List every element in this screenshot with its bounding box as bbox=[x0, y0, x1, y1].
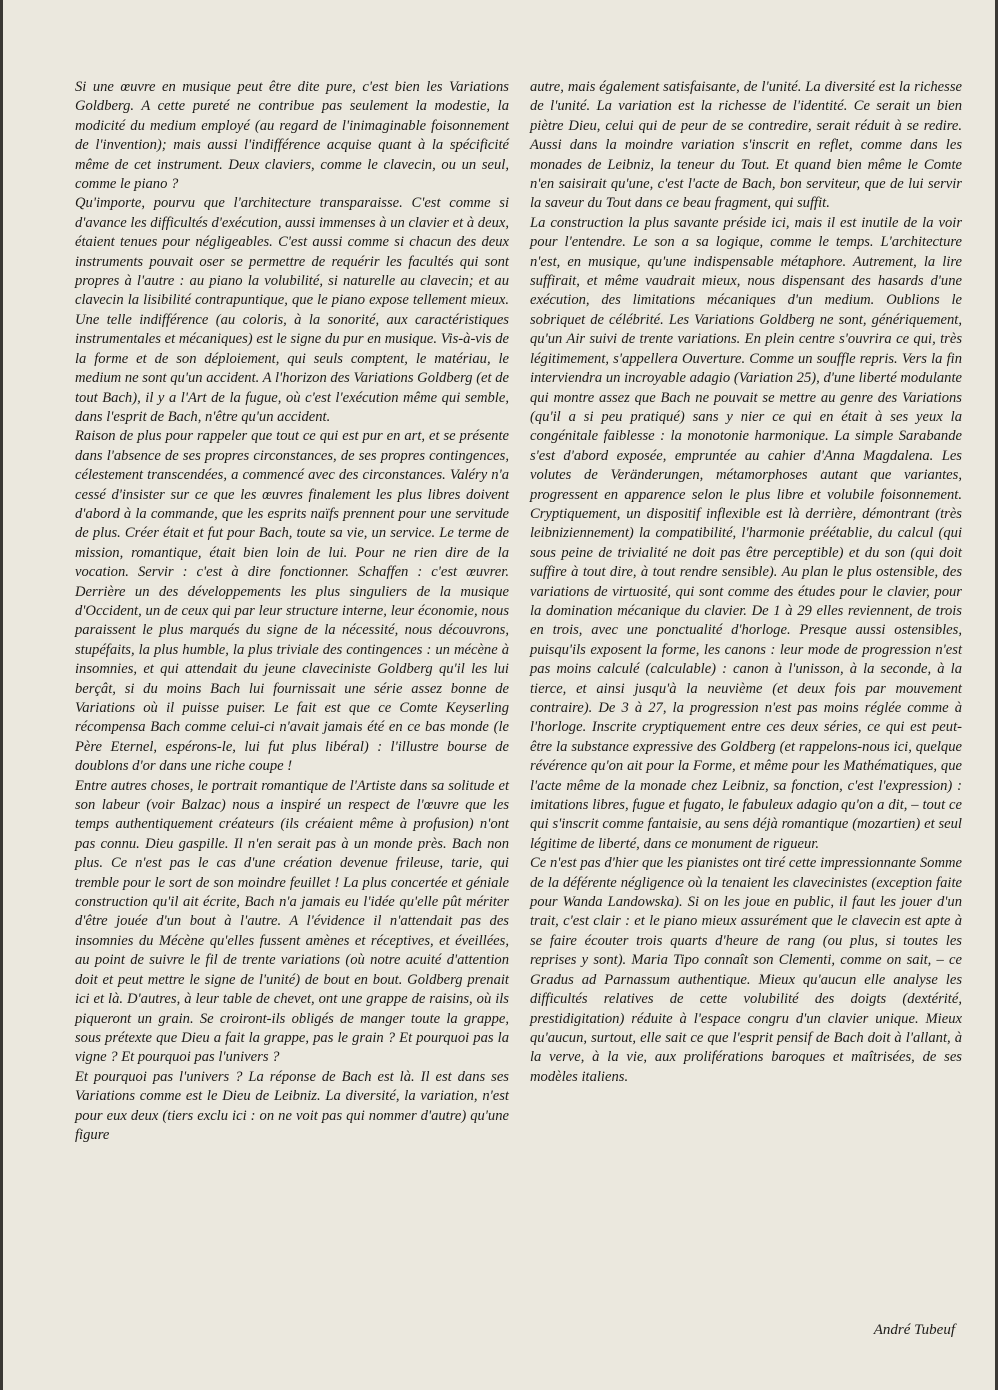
left-column bbox=[75, 78, 509, 1145]
paragraph: autre, mais également satisfaisante, de l'unité. La diversité est la richesse de l'unité. La variation est la richesse de l'identité. Ce serait un bien piètre Dieu, celui qui de peur de se contredire, serait réduit à se redire. Aussi dans la moindre variation s'inscrit en reflet, comme dans les monades de Leibniz, la teneur du Tout. Et quand bien même le Comte n'en saisirait qu'une, c'est l'acte de Bach, bon serviteur, que de lui servir la saveur du Tout dans ce beau fragment, qui suffit. bbox=[530, 79, 962, 212]
paragraph: Entre autres choses, le portrait romantique de l'Artiste dans sa solitude et son labeur (voir Balzac) nous a inspiré un respect de l'œuvre que les temps authentiquement créateurs (ils créaient même à profusion) n'ont pas connu. Dieu gaspille. Il n'en serait pas à un monde près. Bach non plus. Ce n'est pas le cas d'une création devenue frileuse, tarie, qui tremble pour le sort de son moindre feuillet ! La plus concertée et géniale construction qu'il ait écrite, Bach n'a jamais eu l'idée qu'elle pût mériter d'être jouée d'un bout à l'autre. A l'évidence il n'attendait pas des insomnies du Mécène qu'elles fussent amènes et réceptives, et éveillées, au point de suivre le fil de trente variations (où notre acuité d'attention doit et peut mettre le signe de l'unité) de bout en bout. Goldberg prenait ici et là. D'autres, à leur table de chevet, ont une grappe de raisins, où ils piqueront un grain. Se croiront-ils obligés de manger toute la grappe, sous prétexte que Dieu a fait la grappe, pas le grain ? Et pourquoi pas la vigne ? Et pourquoi pas l'univers ? bbox=[75, 777, 509, 1066]
paragraph: Raison de plus pour rappeler que tout ce qui est pur en art, et se présente dans l'absence de ses propres circonstances, de ses propres contingences, célestement transcendées, a commencé avec des circonstances. Valéry n'a cessé d'insister sur ce que les œuvres finalement les plus libres doivent d'abord à la commande, que les esprits naïfs prennent pour une servitude de plus. Créer était et fut pour Bach, toute sa vie, un service. Le terme de mission, romantique, était bien loin de lui. Pour ne rien dire de la vocation. Servir : c'est à dire fonctionner. Schaffen : c'est œuvrer. Derrière un des développements les plus singuliers de la musique d'Occident, un de ceux qui par leur structure interne, leur économie, nous paraissent le plus marqués du signe de la nécessité, nous découvrons, stupéfaits, la plus humble, la plus triviale des contingences : un mécène à insomnies, et qui attendait du jeune claveciniste Goldberg qu'il les lui berçât, si du moins Bach lui fournissait une série assez bonne de Variations où il puisse puiser. Le fait est que ce Comte Keyserling récompensa Bach comme celui-ci n'avait jamais été en ce bas monde (le Père Eternel, espérons-le, lui fut plus libéral) : l'illustre bourse de doublons d'or dans une riche coupe ! bbox=[75, 428, 509, 775]
paragraph: Si une œuvre en musique peut être dite pure, c'est bien les Variations Goldberg. A cette pureté ne contribue pas seulement la modestie, la modicité du medium employé (au regard de l'inimaginable foisonnement de l'invention); mais aussi l'indifférence acquise quant à la spécificité même de cet instrument. Deux claviers, comme le clavecin, ou un seul, comme le piano ? bbox=[75, 79, 509, 193]
author-signature: André Tubeuf bbox=[873, 1322, 955, 1338]
paragraph: Ce n'est pas d'hier que les pianistes ont tiré cette impressionnante Somme de la déférente négligence où la tenaient les clavecinistes (exception faite pour Wanda Landowska). Si on les joue en public, il faut les jouer d'un trait, c'est clair : et le piano mieux assurément que le clavecin est apte à se faire écouter trois quarts d'heure de rang (ou plus, si toutes les reprises y sont). Maria Tipo connaît son Clementi, comme on sait, – ce Gradus ad Parnassum authentique. Mieux qu'aucun elle analyse les difficultés relatives de cette volubilité des doigts (dextérité, prestidigitation) réduite à l'espace congru d'un clavier unique. Mieux qu'aucun, surtout, elle sait ce que l'esprit pensif de Bach doit à l'allant, à la verve, à la vie, aux proliférations baroques et maîtrisées, de ses modèles italiens. bbox=[530, 855, 962, 1085]
right-column bbox=[530, 78, 962, 1087]
paragraph: Et pourquoi pas l'univers ? La réponse de Bach est là. Il est dans ses Variations comme est le Dieu de Leibniz. La diversité, la variation, n'est pour eux deux (tiers exclu ici : on ne voit pas qui nommer d'autre) qu'une figure bbox=[75, 1068, 509, 1143]
paragraph: Qu'importe, pourvu que l'architecture transparaisse. C'est comme si d'avance les difficultés d'exécution, aussi immenses à un clavier et à deux, étaient tenues pour négligeables. C'est aussi comme si chacun des deux instruments pouvait oser se permettre de requérir les facultés qui sont propres à l'autre : au piano la volubilité, si naturelle au clavecin; et au clavecin la lisibilité contrapuntique, que le piano expose tellement mieux. Une telle indifférence (au coloris, à la sonorité, aux caractéristiques instrumentales et mécaniques) est le signe du pur en musique. Vis-à-vis de la forme et de son déploiement, qui seuls comptent, le matériau, le medium ne sont qu'un accident. A l'horizon des Variations Goldberg (et de tout Bach), il y a l'Art de la fugue, où c'est l'exécution même qui semble, dans l'esprit de Bach, n'être qu'un accident. bbox=[75, 195, 510, 425]
paragraph: La construction la plus savante préside ici, mais il est inutile de la voir pour l'entendre. Le son a sa logique, comme le temps. L'architecture n'est, en musique, qu'une indispensable métaphore. Autrement, la lire suffirait, et même vaudrait mieux, nous dispensant des hasards d'une exécution, des limitations mécaniques d'un medium. Oublions le sobriquet de célébrité. Les Variations Goldberg ne sont, génériquement, qu'un Air suivi de trente variations. En plein centre s'ouvrira ce qui, très légitimement, s'appellera Ouverture. Comme un souffle repris. Vers la fin interviendra un incroyable adagio (Variation 25), d'une liberté modulante qui montre assez que Bach ne pouvait se mettre au genre des Variations (qu'il a si peu pratiqué) sans y nier ce qui en était à ses yeux la congénitale faiblesse : la monotonie harmonique. La simple Sarabande s'est d'abord exposée, empruntée au cahier d'Anna Magdalena. Les volutes de Veränderungen, métamorphoses autant que variantes, progressent en apparence selon le plus libre et volubile foisonnement. Cryptiquement, un dispositif inflexible est là derrière, démontrant (très leibniziennement) la compatibilité, l'harmonie préétablie, du calcul (qui sous peine de trivialité ne doit pas être perceptible) et du son (qui doit suffire à tout dire, à tout rendre sensible). Au plan le plus ostensible, des variations de virtuosité, qui sont comme des études pour le clavier, pour la domination mécanique du clavier. De 1 à 29 elles reviennent, de trois en trois, avec une ponctualité d'horloge. Presque aussi ostensibles, puisqu'ils exposent la forme, les canons : leur mode de progression n'est pas moins calculé (calculable) : canon à l'unisson, à la seconde, à la tierce, et ainsi jusqu'à la neuvième (et deux fois par mouvement contraire). De 3 à 27, la progression n'est pas moins réglée comme à l'horloge. Inscrite cryptiquement entre ces deux séries, ce qui est peut-être la substance expressive des Goldberg (et rappelons-nous ici, quelque révérence qu'on ait pour la Forme, et même pour les Mathématiques, que l'acte même de la monade chez Leibniz, sa fonction, c'est l'expression) : imitations libres, fugue et fugato, le fabuleux adagio qu'on a dit, – tout ce qui s'inscrit comme fantaisie, au sens déjà romantique (mozartien) et seul légitime de liberté, dans ce monument de rigueur. bbox=[530, 214, 962, 852]
